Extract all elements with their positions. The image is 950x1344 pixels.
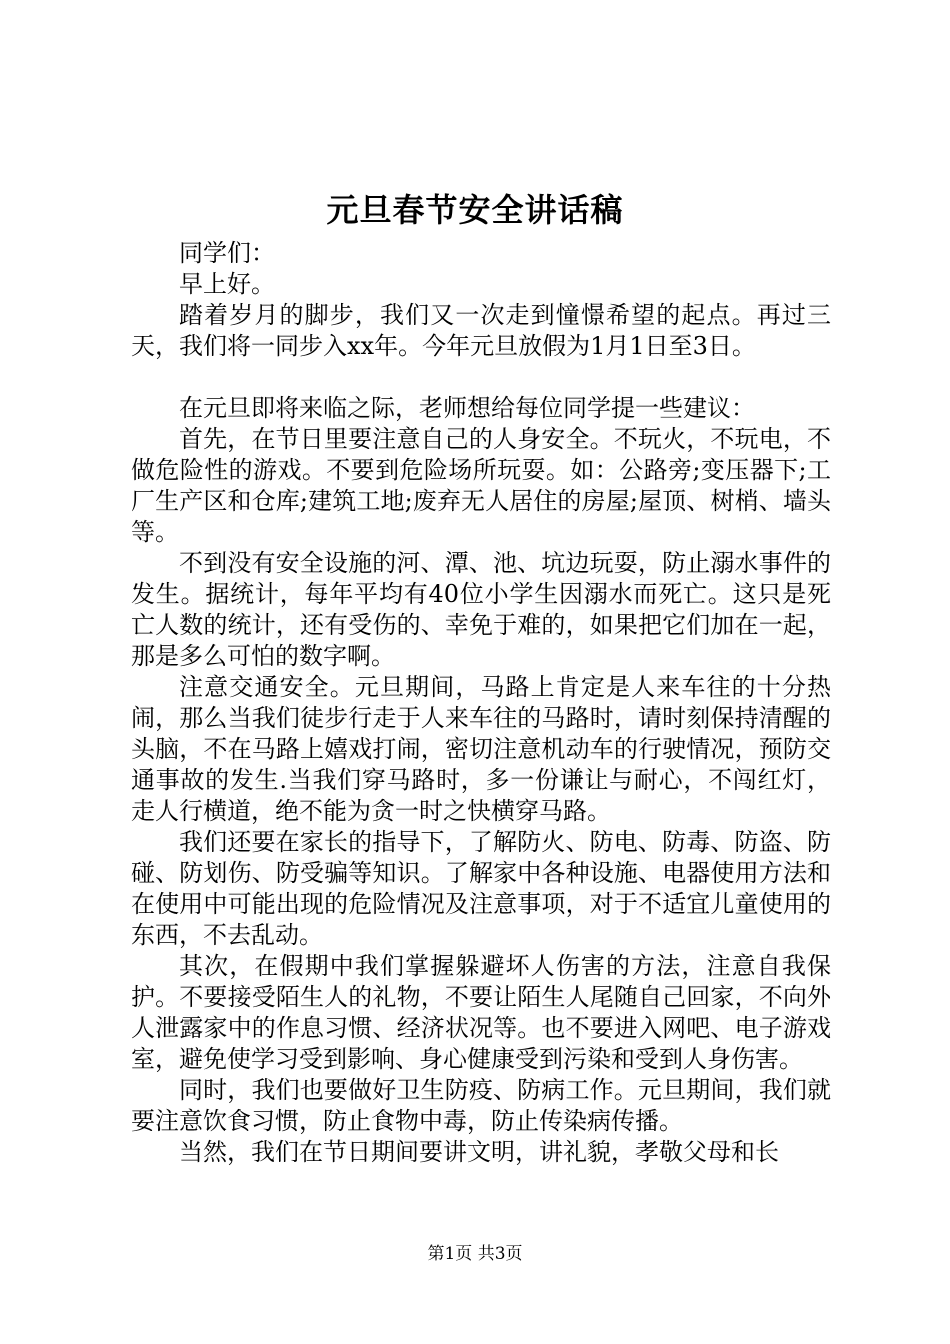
page-title: 元旦春节安全讲话稿 [326, 191, 624, 229]
paragraph-home-safety: 我们还要在家长的指导下，了解防火、防电、防毒、防盗、防碰、防划伤、防受骗等知识。了解家中各种设施、电器使用方法和在使用中可能出现的危险情况及注意事项，对于不适宜儿童使用的东西，不去乱动。 [131, 828, 831, 949]
paragraph-personal-safety: 首先，在节日里要注意自己的人身安全。不玩火，不玩电，不做危险性的游戏。不要到危险场所玩耍。如：公路旁;变压器下;工厂生产区和仓库;建筑工地;废弃无人居住的房屋;屋顶、树梢、墙头等。 [131, 425, 831, 546]
page-number-footer: 第1页 共3页 [427, 1244, 523, 1264]
paragraph-intro: 踏着岁月的脚步，我们又一次走到憧憬希望的起点。再过三天，我们将一同步入xx年。今年元旦放假为1月1日至3日。 [131, 301, 831, 360]
paragraph-greeting: 同学们： [179, 239, 275, 267]
paragraph-suggestions: 在元旦即将来临之际，老师想给每位同学提一些建议： [179, 394, 755, 422]
paragraph-hygiene: 同时，我们也要做好卫生防疫、防病工作。元旦期间，我们就要注意饮食习惯，防止食物中毒，防止传染病传播。 [131, 1076, 831, 1135]
paragraph-self-protection: 其次，在假期中我们掌握躲避坏人伤害的方法，注意自我保护。不要接受陌生人的礼物，不要让陌生人尾随自己回家，不向外人泄露家中的作息习惯、经济状况等。也不要进入网吧、电子游戏室，避免使学习受到影响、身心健康受到污染和受到人身伤害。 [131, 952, 831, 1073]
paragraph-drowning: 不到没有安全设施的河、潭、池、坑边玩耍，防止溺水事件的发生。据统计，每年平均有40位小学生因溺水而死亡。这只是死亡人数的统计，还有受伤的、幸免于难的，如果把它们加在一起，那是多么可怕的数字啊。 [131, 549, 831, 670]
paragraph-good-morning: 早上好。 [179, 270, 275, 298]
document-body [131, 238, 831, 1168]
paragraph-traffic-safety: 注意交通安全。元旦期间，马路上肯定是人来车往的十分热闹，那么当我们徒步行走于人来车往的马路时，请时刻保持清醒的头脑，不在马路上嬉戏打闹，密切注意机动车的行驶情况，预防交通事故的发生.当我们穿马路时，多一份谦让与耐心，不闯红灯，走人行横道，绝不能为贪一时之快横穿马路。 [131, 673, 831, 825]
paragraph-manners: 当然，我们在节日期间要讲文明，讲礼貌，孝敬父母和长 [179, 1138, 779, 1166]
